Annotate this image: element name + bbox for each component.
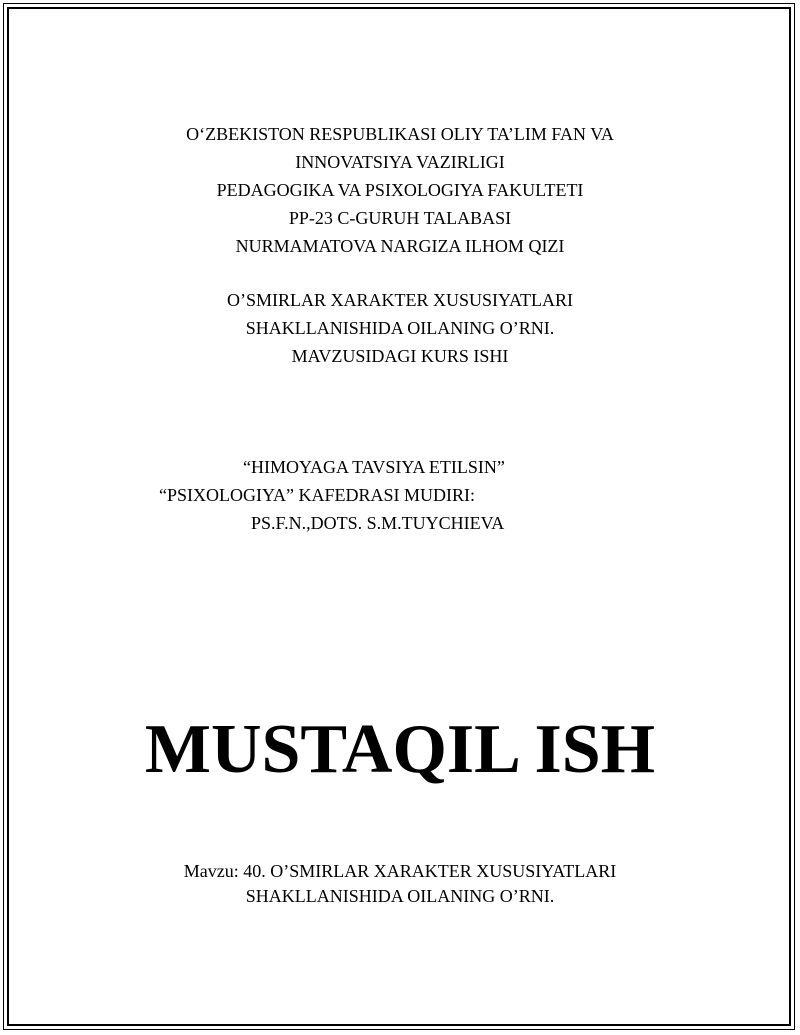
footer-topic-line-1: Mavzu: 40. O’SMIRLAR XARAKTER XUSUSIYATLARI <box>183 861 617 881</box>
group-line: PP-23 C-GURUH TALABASI <box>288 208 512 228</box>
footer-topic-line-2: SHAKLLANISHIDA OILANING O’RNI. <box>245 886 555 906</box>
topic-line-2: SHAKLLANISHIDA OILANING O’RNI. <box>245 318 555 338</box>
topic-line-1: O’SMIRLAR XARAKTER XUSUSIYATLARI <box>226 290 574 310</box>
approval-recommend-line: “HIMOYAGA TAVSIYA ETILSIN” <box>243 457 505 477</box>
student-name-line: NURMAMATOVA NARGIZA ILHOM QIZI <box>235 236 565 256</box>
faculty-line: PEDAGOGIKA VA PSIXOLOGIYA FAKULTETI <box>216 180 584 200</box>
approval-head-name-line: PS.F.N.,DOTS. S.M.TUYCHIEVA <box>251 513 505 533</box>
ministry-line-1: O‘ZBEKISTON RESPUBLIKASI OLIY TA’LIM FAN VA <box>186 124 614 144</box>
document-title: MUSTAQIL ISH <box>144 711 656 788</box>
ministry-line-2: INNOVATSIYA VAZIRLIGI <box>295 152 505 172</box>
approval-department-line: “PSIXOLOGIYA” KAFEDRASI MUDIRI: <box>159 485 475 505</box>
topic-line-3: MAVZUSIDAGI KURS ISHI <box>291 346 509 366</box>
